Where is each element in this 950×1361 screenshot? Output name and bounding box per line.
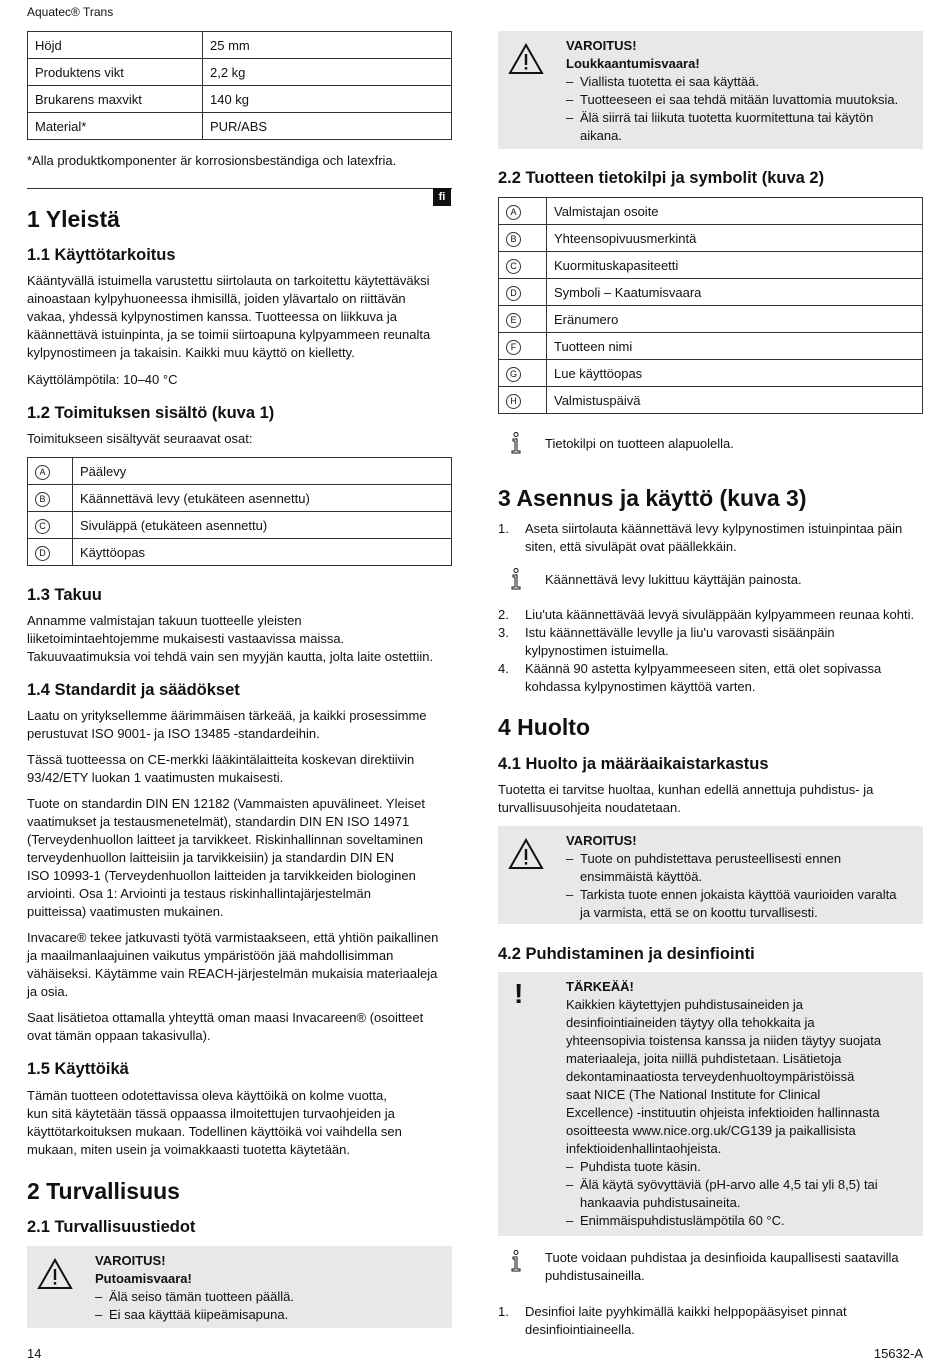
spec-table (27, 31, 452, 140)
info-locking: Käännettävä levy lukittuu käyttäjän painosta. (498, 568, 923, 590)
warning-fall-risk: VAROITUS! Putoamisvaara! – Älä seiso tämän tuotteen päällä. – Ei saa käyttää kiipeämisapuna. (27, 1246, 452, 1328)
list-item: 1. Aseta siirtolauta käännettävä levy kylpynostimen istuinpintaa päin siten, että sivuläpät ovat päällekkäin. (498, 521, 903, 554)
section-1-2-title: 1.2 Toimituksen sisältö (kuva 1) (27, 404, 275, 422)
warning-triangle-icon (508, 838, 544, 870)
warning-injury-risk: VAROITUS! Loukkaantumisvaara! – Viallista tuotetta ei saa käyttää. – Tuotteeseen ei saa tehdä mitään luvattomia muutoksia. – Älä siirrä tai liikuta tuotetta kuormitettuna tai käytön aikana. (498, 31, 923, 149)
list-item: 1. Desinfioi laite pyyhkimällä kaikki helppopääsyiset pinnat desinfiointiaineella. (498, 1304, 847, 1337)
list-item: 3. Istu käännettävälle levylle ja liu'u varovasti sisäänpäin kylpynostimen istuimella. (498, 625, 835, 658)
info-icon (510, 1250, 522, 1272)
table-row: A Päälevy (28, 458, 452, 485)
table-row: C Sivuläppä (etukäteen asennettu) (28, 512, 452, 539)
table-row: C Kuormituskapasiteetti (499, 252, 923, 279)
section-2-1-title: 2.1 Turvallisuustiedot (27, 1218, 196, 1236)
document-code: 15632-A (873, 1346, 923, 1361)
list-item: 4. Käännä 90 astetta kylpyammeeseen siten, että olet sopivassa kohdassa kylpynostimen käyttöä varten. (498, 661, 882, 694)
warning-triangle-icon (37, 1258, 73, 1290)
section-1-5-body: Tämän tuotteen odotettavissa oleva käyttöikä on kolme vuotta, kun sitä käytetään tässä oppaassa ilmoitettujen turvaohjeiden ja käyttötarkoituksen mukaan. Todellinen käyttöikä voi vaihdella sen mukaan, miten usein ja voimakkaasti tuotetta käytetään. (27, 1088, 402, 1157)
section-3-title: 3 Asennus ja käyttö (kuva 3) (498, 485, 807, 511)
section-1-1-body: Kääntyvällä istuimella varustettu siirtolauta on tarkoitettu käytettäväksi ainoastaan kylpyhuoneessa ihmisillä, joiden ylävartalo on riittävän vakaa, yhdessä kylpynostimen kanssa. Tuotteessa on liikkuva ja käännettävä istuinpinta, ja se toimii siirtoapuna kylpyammeen reunalta kylpynostimeen ja takaisin. Kaikki muu käyttö on kielletty. (27, 273, 431, 360)
footnote: *Alla produktkomponenter är korrosionsbeständiga och latexfria. (27, 153, 397, 168)
section-1-2-intro: Toimitukseen sisältyvät seuraavat osat: (27, 431, 253, 446)
info-icon (510, 432, 522, 454)
section-1-4-p5: Saat lisätietoa ottamalla yhteyttä oman maasi Invacareen® (osoitteet ovat tämän oppaan takasivulla). (27, 1010, 424, 1043)
section-4-1-title: 4.1 Huolto ja määräaikaistarkastus (498, 755, 769, 773)
section-1-3-title: 1.3 Takuu (27, 586, 102, 604)
warning-triangle-icon (508, 43, 544, 75)
section-2-2-title: 2.2 Tuotteen tietokilpi ja symbolit (kuva 2) (498, 169, 825, 187)
table-row: D Symboli – Kaatumisvaara (499, 279, 923, 306)
section-1-4-p4: Invacare® tekee jatkuvasti työtä varmistaakseen, että yhtiön paikallinen ja maailmanlaajuinen vaikutus ympäristöön jää mahdollisimman vähäiseksi. Käytämme vain REACH-järjestelmän mukaisia materiaaleja ja osia. (27, 930, 439, 999)
section-1-5-title: 1.5 Käyttöikä (27, 1060, 129, 1078)
table-row: B Yhteensopivuusmerkintä (499, 225, 923, 252)
important-cleaning: ! TÄRKEÄÄ! Kaikkien käytettyjen puhdistusaineiden ja desinfiointiaineiden täytyy olla tehokkaita ja yhteensopivia toistensa kanssa ja niiden täytyy suojata materiaaleja, joita niillä puhdistetaan. Lisätietoja dekontaminaatiosta terveydenhuoltoympäristöissä saat NICE (The National Institute for Clinical Excellence) -instituutin ohjeista infektioiden hallinnasta osoitteesta www.nice.org.uk/CG139 ja paikallisista infektioidenhallintaohjeista. – Puhdista tuote käsin. – Älä käytä syövyttäviä (pH-arvo alle 4,5 tai yli 8,5) tai hankaavia puhdistusaineita. – Enimmäispuhdistuslämpötila 60 °C. (498, 972, 923, 1236)
section-1-1-title: 1.1 Käyttötarkoitus (27, 246, 176, 264)
symbols-table (498, 197, 923, 414)
section-4-1-body: Tuotetta ei tarvitse huoltaa, kunhan edellä annettuja puhdistus- ja turvallisuusohjeita noudatetaan. (498, 782, 874, 815)
table-row: H Valmistuspäivä (499, 387, 923, 414)
warning-maintenance: VAROITUS! – Tuote on puhdistettava perusteellisesti ennen ensimmäistä käyttöä. – Tarkista tuote ennen jokaista käyttöä vaurioiden varalta ja varmista, että se on koottu turvallisesti. (498, 826, 923, 924)
table-row: Brukarens maxvikt 140 kg (28, 86, 452, 113)
info-icon (510, 568, 522, 590)
section-1-4-p1: Laatu on yrityksellemme äärimmäisen tärkeää, ja kaikki prosessimme perustuvat ISO 9001- ja ISO 13485 -standardeihin. (27, 708, 427, 741)
divider (27, 188, 452, 189)
list-item: 2. Liu'uta käännettävää levyä sivuläppään kylpyammeen reunaa kohti. (498, 607, 915, 622)
section-1-4-p2: Tässä tuotteessa on CE-merkki lääkintälaitteita koskevan direktiivin 93/42/ETY luokan 1 vaatimusten mukaisesti. (27, 752, 415, 785)
language-badge: fi (433, 188, 451, 206)
table-row: A Valmistajan osoite (499, 198, 923, 225)
table-row: F Tuotteen nimi (499, 333, 923, 360)
running-header: Aquatec® Trans (27, 5, 114, 19)
section-1-title: 1 Yleistä (27, 206, 120, 232)
exclamation-icon: ! (514, 978, 524, 1009)
section-1-4-p3: Tuote on standardin DIN EN 12182 (Vammaisten apuvälineet. Yleiset vaatimukset ja testausmenetelmät), standardin DIN EN ISO 14971 (Terveydenhuollon laitteet ja tarvikkeet. Riskinhallinnan soveltaminen terveydenhuollon laitteisiin ja tarvikkeisiin) ja standardin DIN EN ISO 10993-1 (Terveydenhuollon laitteiden ja tarvikkeiden biologinen arviointi. Osa 1: Arviointi ja testaus riskinhallintajärjestelmän puitteissa) vaatimusten mukainen. (27, 796, 425, 919)
section-4-title: 4 Huolto (498, 714, 590, 740)
section-2-title: 2 Turvallisuus (27, 1178, 180, 1204)
info-disinfection: Tuote voidaan puhdistaa ja desinfioida kaupallisesti saatavilla puhdistusaineilla. (498, 1246, 923, 1286)
table-row: Höjd 25 mm (28, 32, 452, 59)
section-4-2-title: 4.2 Puhdistaminen ja desinfiointi (498, 945, 755, 963)
delivery-contents-table (27, 457, 452, 566)
info-label-location: Tietokilpi on tuotteen alapuolella. (498, 432, 923, 454)
table-row: E Eränumero (499, 306, 923, 333)
table-row: G Lue käyttöopas (499, 360, 923, 387)
table-row: Material* PUR/ABS (28, 113, 452, 140)
table-row: Produktens vikt 2,2 kg (28, 59, 452, 86)
table-row: B Käännettävä levy (etukäteen asennettu) (28, 485, 452, 512)
section-1-3-body: Annamme valmistajan takuun tuotteelle yleisten liiketoimintaehtojemme mukaisesti vastaavissa maissa. Takuuvaatimuksia voi tehdä vain sen myyjän kautta, jolta laite ostettiin. (27, 613, 434, 664)
section-1-4-title: 1.4 Standardit ja säädökset (27, 681, 240, 699)
table-row: D Käyttöopas (28, 539, 452, 566)
operating-temperature: Käyttölämpötila: 10–40 °C (27, 372, 178, 387)
page-number: 14 (27, 1346, 42, 1361)
